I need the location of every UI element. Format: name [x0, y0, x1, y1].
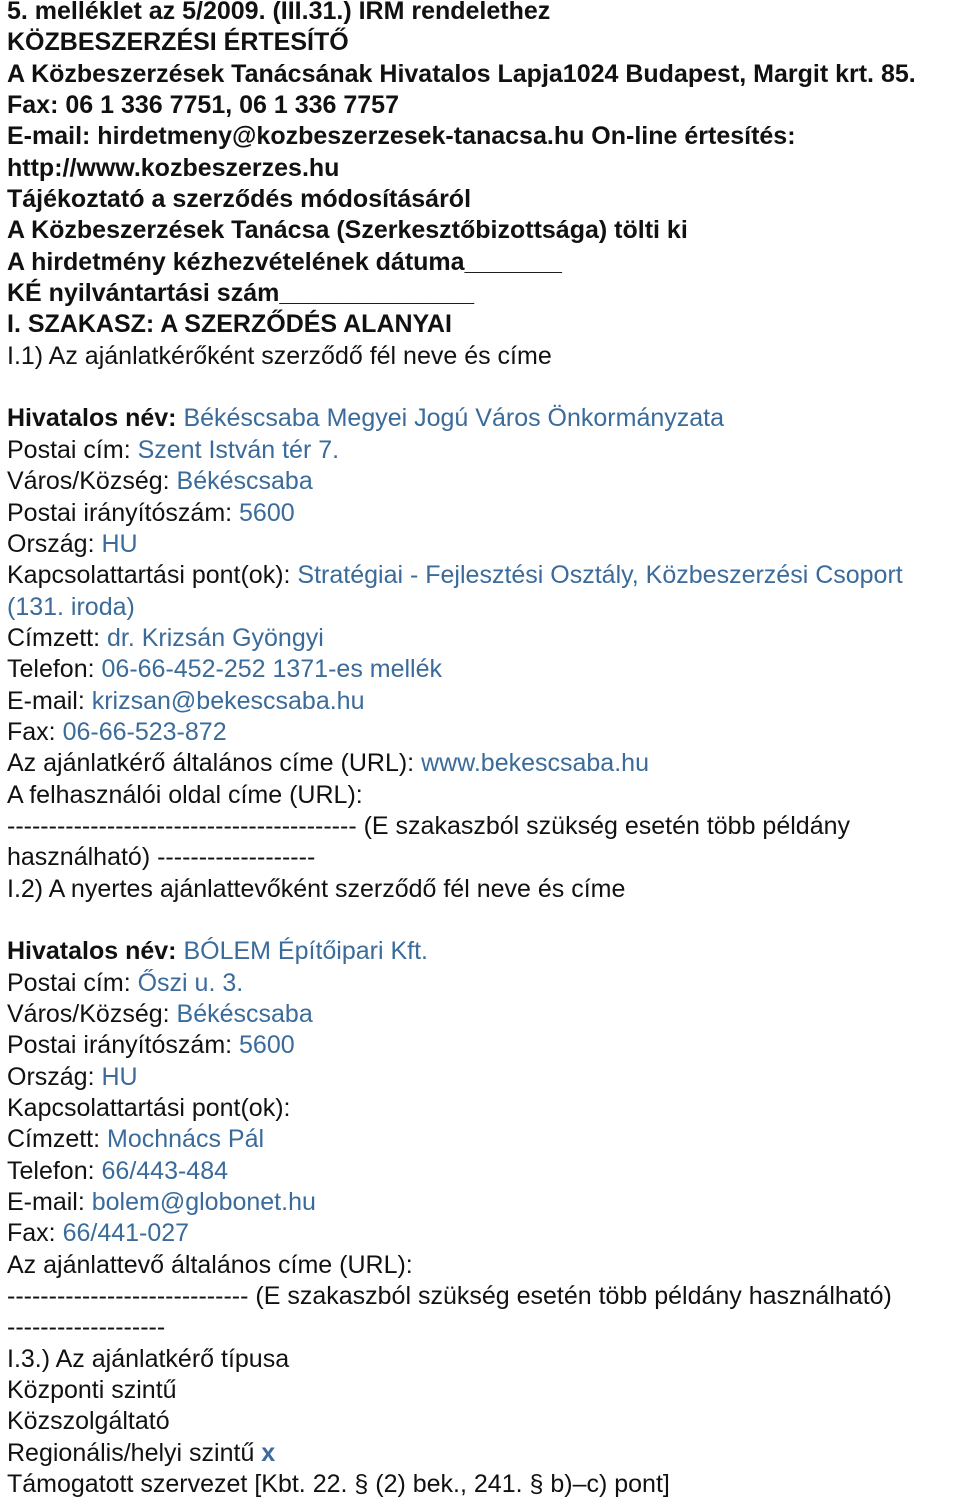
field-value: 66/443-484 — [101, 1156, 229, 1185]
field-value: 06-66-452-252 1371-es mellék — [101, 655, 443, 684]
document-line — [7, 403, 960, 434]
field-value: x — [261, 1438, 276, 1467]
field-value: (131. iroda) — [7, 592, 135, 621]
field-label: http://www.kozbeszerzes.hu — [7, 153, 340, 182]
document-line — [7, 1312, 960, 1343]
field-label: Postai irányítószám: — [7, 498, 240, 527]
document-line — [7, 184, 960, 215]
document-line — [7, 654, 960, 685]
document-line — [7, 0, 960, 27]
document-line — [7, 247, 960, 278]
field-value: Békéscsaba — [176, 467, 313, 496]
field-value: HU — [101, 1062, 138, 1091]
document-line — [7, 435, 960, 466]
field-value: Békéscsaba — [176, 1000, 313, 1028]
document-line — [7, 1156, 960, 1187]
field-value: 66/441-027 — [62, 1219, 190, 1248]
document-line — [7, 1062, 960, 1093]
field-value: dr. Krizsán Gyöngyi — [107, 623, 324, 652]
document-line — [7, 1093, 960, 1124]
field-label: ----------------------------- (E szakaszból szükség esetén több példány használható) — [7, 1282, 892, 1311]
field-label: A felhasználói oldal címe (URL): — [7, 780, 363, 809]
document-line — [7, 811, 960, 842]
field-label: Támogatott szervezet [Kbt. 22. § (2) bek., 241. § b)–c) pont] — [7, 1470, 670, 1499]
document-line — [7, 623, 960, 654]
field-label: E-mail: — [7, 1188, 92, 1217]
document-line — [7, 780, 960, 811]
document-line — [7, 1406, 960, 1437]
field-value: Stratégiai - Fejlesztési Osztály, Közbeszerzési Csoport — [297, 561, 903, 590]
field-label: Az ajánlattevő általános címe (URL): — [7, 1250, 413, 1279]
document-line — [7, 968, 960, 999]
field-label: Város/Község: — [7, 467, 177, 496]
document-line — [7, 560, 960, 591]
document-line — [7, 1250, 960, 1281]
field-label: Regionális/helyi szintű — [7, 1438, 262, 1467]
document-line — [7, 27, 960, 58]
field-label: A Közbeszerzések Tanácsának Hivatalos Lapja1024 Budapest, Margit krt. 85. — [7, 59, 916, 88]
field-value: Szent István tér 7. — [137, 435, 340, 464]
field-label: Címzett: — [7, 1125, 108, 1154]
field-label: KÉ nyilvántartási szám — [7, 279, 280, 308]
document-line — [7, 121, 960, 152]
field-label: A Közbeszerzések Tanácsa (Szerkesztőbizottsága) tölti ki — [7, 216, 688, 245]
field-label: 5. melléklet az 5/2009. (III.31.) IRM rendelethez — [7, 0, 551, 25]
field-label: Fax: 06 1 336 7751, 06 1 336 7757 — [7, 91, 399, 120]
document-line — [7, 529, 960, 560]
blank-line — [7, 905, 960, 936]
field-value: 5600 — [239, 1031, 295, 1060]
document-line — [7, 498, 960, 529]
document-line — [7, 592, 960, 623]
field-label: A hirdetmény kézhezvételének dátuma — [7, 247, 465, 276]
field-label: Kapcsolattartási pont(ok): — [7, 1094, 291, 1123]
document-line — [7, 999, 960, 1030]
document-line — [7, 748, 960, 779]
document-line — [7, 59, 960, 90]
blank-line — [7, 372, 960, 403]
document-line — [7, 874, 960, 905]
field-label: Hivatalos név: — [7, 937, 184, 966]
document-line — [7, 1124, 960, 1155]
field-label: E-mail: — [7, 686, 92, 715]
document-line — [7, 842, 960, 873]
field-value: Őszi u. 3. — [137, 968, 244, 997]
field-label: Kapcsolattartási pont(ok): — [7, 561, 298, 590]
document-line — [7, 341, 960, 372]
document-line — [7, 466, 960, 497]
field-label: Az ajánlatkérő általános címe (URL): — [7, 749, 422, 778]
field-label: ______________ — [279, 279, 474, 308]
field-label: Postai irányítószám: — [7, 1031, 240, 1060]
field-label: Ország: — [7, 1062, 102, 1091]
document-line — [7, 90, 960, 121]
field-label: Fax: — [7, 717, 63, 746]
field-label: Címzett: — [7, 623, 108, 652]
document-line — [7, 1218, 960, 1249]
document-line — [7, 1375, 960, 1406]
field-value: Mochnács Pál — [107, 1125, 265, 1154]
document-line — [7, 686, 960, 717]
field-label: ------------------- — [7, 1313, 166, 1342]
field-label: I.2) A nyertes ajánlattevőként szerződő fél neve és címe — [7, 874, 626, 903]
field-value: bolem@globonet.hu — [91, 1188, 316, 1217]
document-line — [7, 1187, 960, 1218]
field-label: Központi szintű — [7, 1376, 177, 1405]
document-line — [7, 278, 960, 309]
field-label: Postai cím: — [7, 435, 138, 464]
document-line — [7, 717, 960, 748]
field-label: Telefon: — [7, 1156, 102, 1185]
field-value: 5600 — [239, 498, 295, 527]
document-line — [7, 309, 960, 340]
field-value: krizsan@bekescsaba.hu — [91, 686, 365, 715]
field-value: BÓLEM Építőipari Kft. — [183, 937, 428, 966]
field-label: Ország: — [7, 529, 102, 558]
field-label: I.3.) Az ajánlatkérő típusa — [7, 1344, 290, 1373]
field-label: _______ — [464, 247, 562, 276]
document-line — [7, 153, 960, 184]
field-label: E-mail: hirdetmeny@kozbeszerzesek-tanacsa.hu On-line értesítés: — [7, 122, 796, 151]
field-label: Közszolgáltató — [7, 1407, 170, 1436]
field-label: I. SZAKASZ: A SZERZŐDÉS ALANYAI — [7, 310, 452, 339]
field-value: Békéscsaba Megyei Jogú Város Önkormányzata — [183, 404, 725, 433]
field-value: www.bekescsaba.hu — [421, 749, 649, 778]
field-label: Város/Község: — [7, 1000, 177, 1028]
document-line — [7, 1030, 960, 1061]
field-label: Telefon: — [7, 655, 102, 684]
field-value: HU — [101, 529, 138, 558]
field-label: Fax: — [7, 1219, 63, 1248]
field-value: 06-66-523-872 — [62, 717, 227, 746]
field-label: ------------------------------------------ (E szakaszból szükség esetén több példány — [7, 811, 851, 840]
field-label: Tájékoztató a szerződés módosításáról — [7, 185, 472, 214]
field-label: I.1) Az ajánlatkérőként szerződő fél neve és címe — [7, 341, 552, 370]
field-label: használható) ------------------- — [7, 843, 316, 872]
field-label: KÖZBESZERZÉSI ÉRTESÍTŐ — [7, 28, 349, 57]
field-label: Hivatalos név: — [7, 404, 184, 433]
document-line — [7, 1469, 960, 1500]
document-line — [7, 936, 960, 967]
document-line — [7, 1344, 960, 1375]
document-line — [7, 1281, 960, 1312]
document-line — [7, 215, 960, 246]
document-line — [7, 1438, 960, 1469]
field-label: Postai cím: — [7, 968, 138, 997]
